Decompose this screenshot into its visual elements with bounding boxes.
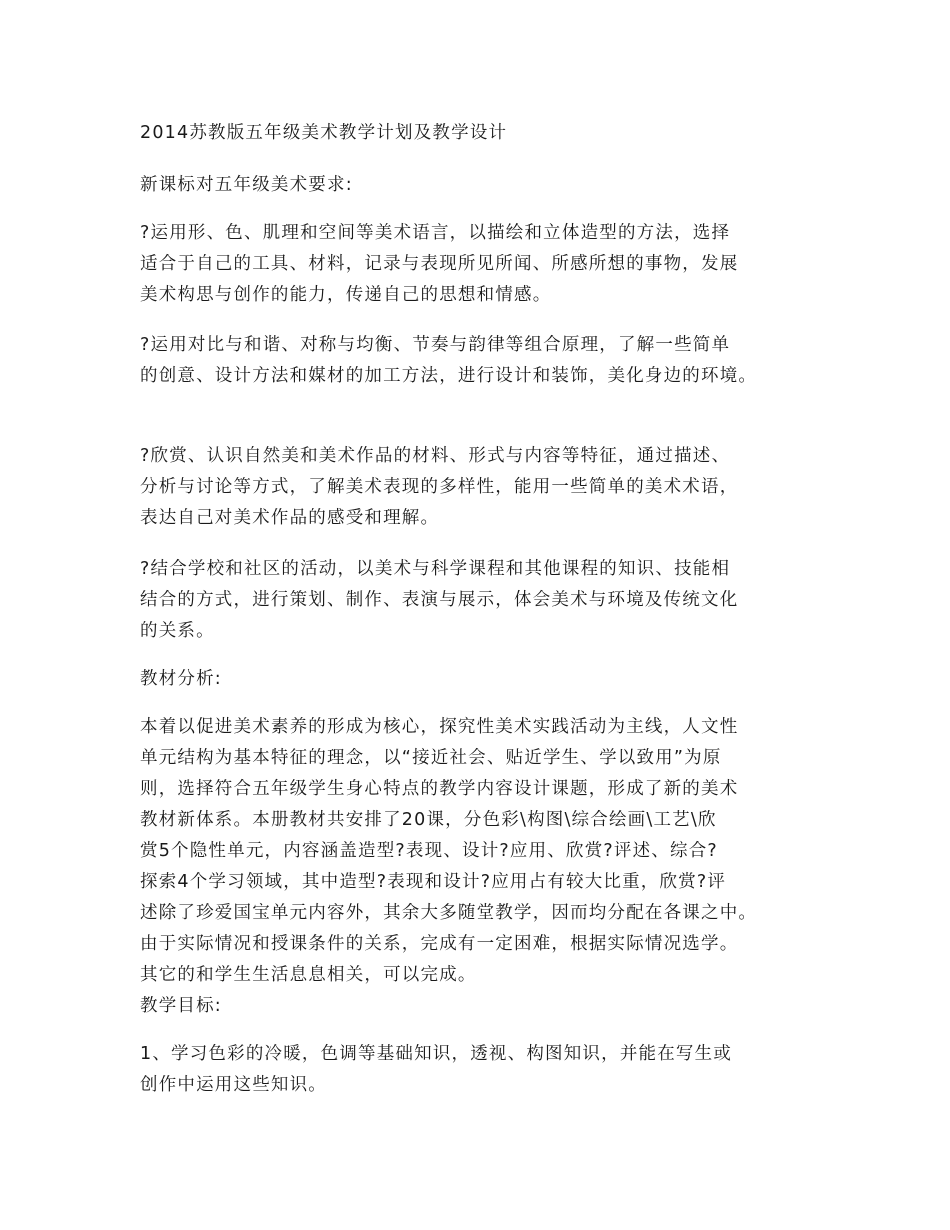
analysis-heading: 教材分析: xyxy=(140,669,222,689)
analysis-paragraph: 本着以促进美术素养的形成为核心，探究性美术实践活动为主线，人文性 单元结构为基本特征的理念，以“接近社会、贴近学生、学以致用”为原 则，选择符合五年级学生身心特点的教学内容设计课题，形成了新的美术 教材新体系。本册教材共安排了20课，分色彩\构图\综合绘画\工艺\欣 赏5个隐性单元，内容涵盖造型?表现、设计?应用、欣赏?评述、综合? 探索4个学习领域，其中造型?表现和设计?应用占有较大比重，欣赏?评 述除了珍爱国宝单元内容外，其余大多随堂教学，因而均分配在各课之中。 由于实际情况和授课条件的关系，完成有一定困难，根据实际情况选学。 其它的和学生生活息息相关，可以完成。 xyxy=(140,717,758,985)
document-title: 2014苏教版五年级美术教学计划及教学设计 xyxy=(140,123,508,143)
requirements-heading: 新课标对五年级美术要求: xyxy=(140,175,353,195)
requirement-4-paragraph: ?结合学校和社区的活动，以美术与科学课程和其他课程的知识、技能相 结合的方式，进行策划、制作、表演与展示，体会美术与环境及传统文化 的关系。 xyxy=(140,559,739,641)
goal-1-paragraph: 1、学习色彩的冷暖，色调等基础知识，透视、构图知识，并能在写生或 创作中运用这些知识。 xyxy=(140,1044,733,1095)
requirement-2-paragraph: ?运用对比与和谐、对称与均衡、节奏与韵律等组合原理，了解一些简单 的创意、设计方法和媒材的加工方法，进行设计和装饰，美化身边的环境。 xyxy=(140,335,758,386)
requirement-1-paragraph: ?运用形、色、肌理和空间等美术语言，以描绘和立体造型的方法，选择 适合于自己的工具、材料，记录与表现所见所闻、所感所想的事物，发展 美术构思与创作的能力，传递自己的思想和情感。 xyxy=(140,223,739,305)
requirement-3-paragraph: ?欣赏、认识自然美和美术作品的材料、形式与内容等特征，通过描述、 分析与讨论等方式，了解美术表现的多样性，能用一些简单的美术术语， 表达自己对美术作品的感受和理解。 xyxy=(140,446,739,528)
goals-heading: 教学目标: xyxy=(140,996,222,1016)
